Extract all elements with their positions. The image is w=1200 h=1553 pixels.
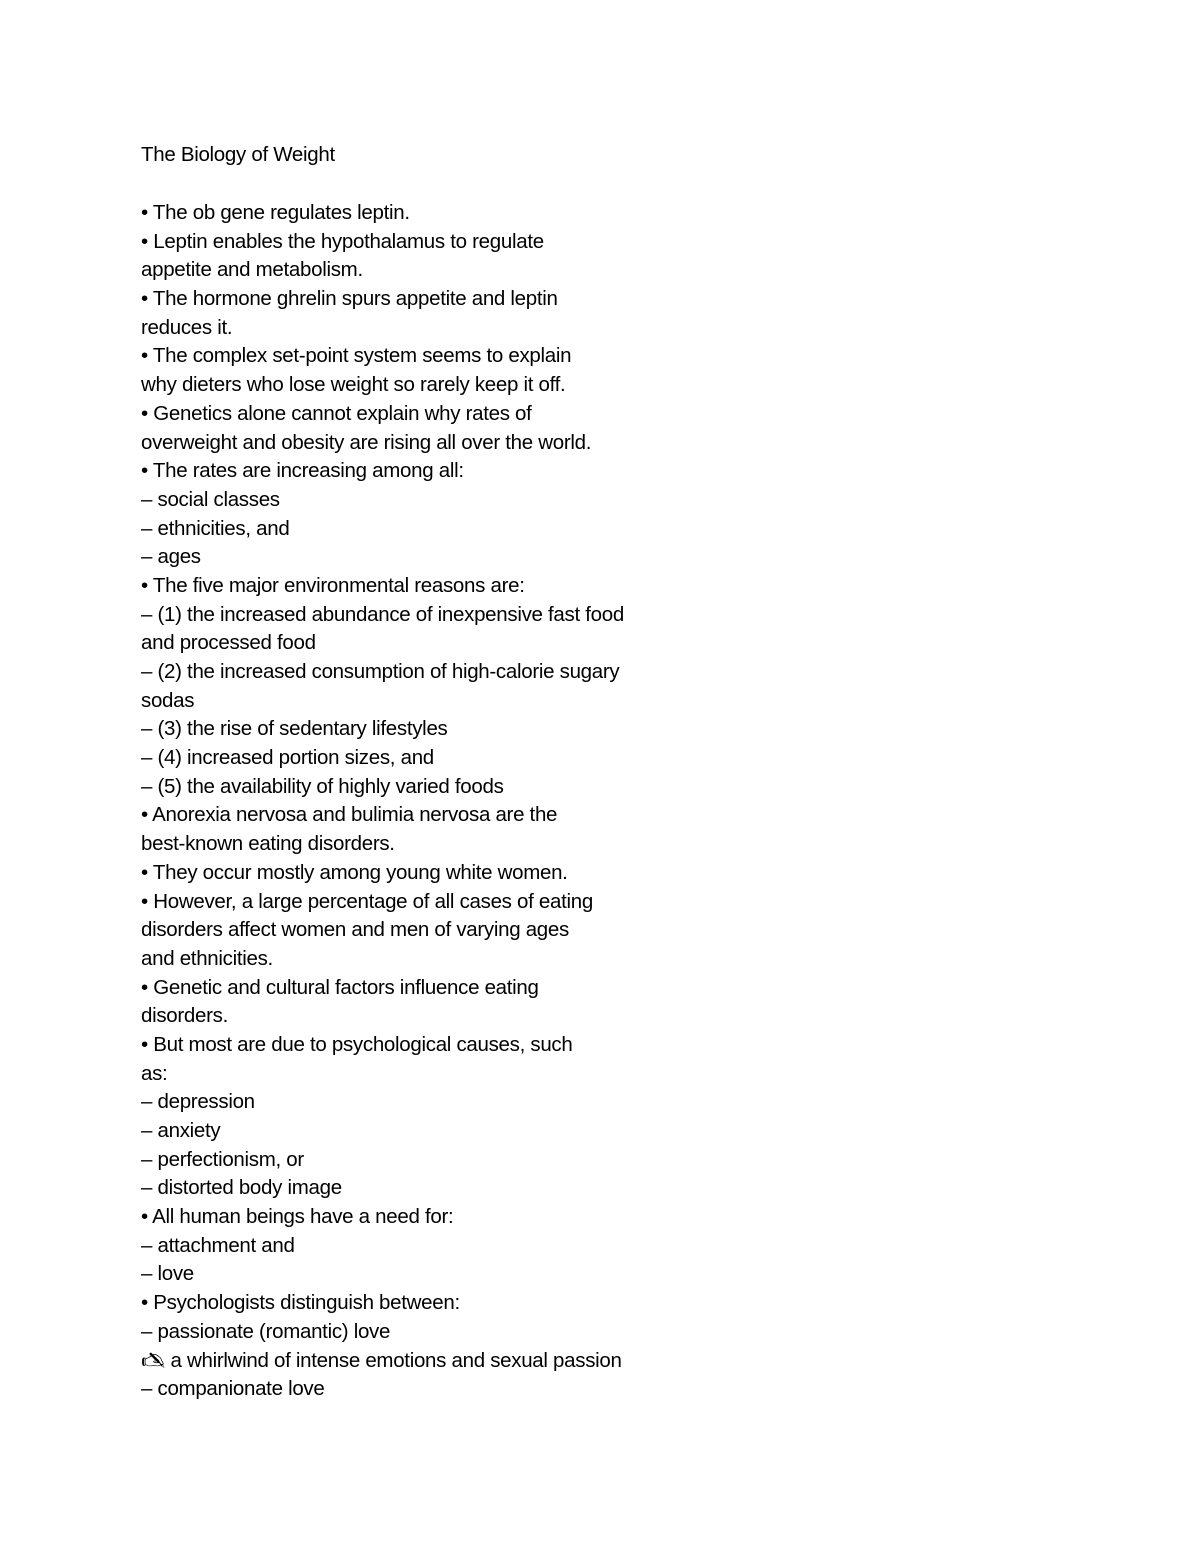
- text-line: • Leptin enables the hypothalamus to regulate: [141, 229, 544, 253]
- text-line: – (3) the rise of sedentary lifestyles: [141, 717, 448, 741]
- text-line: – love: [141, 1262, 194, 1286]
- text-line: as:: [141, 1061, 168, 1085]
- document-title: The Biology of Weight: [141, 143, 335, 166]
- text-line: – perfectionism, or: [141, 1147, 304, 1171]
- text-line: • Genetics alone cannot explain why rates of: [141, 401, 532, 425]
- text-line: – ages: [141, 545, 201, 569]
- text-line: • The rates are increasing among all:: [141, 459, 464, 483]
- text-line: • They occur mostly among young white women.: [141, 860, 568, 884]
- text-line: • Psychologists distinguish between:: [141, 1291, 460, 1315]
- text-line: – (5) the availability of highly varied foods: [141, 774, 504, 798]
- text-line: – ethnicities, and: [141, 516, 290, 540]
- document-body: [141, 199, 701, 1404]
- text-line: • All human beings have a need for:: [141, 1205, 454, 1229]
- text-line: • Anorexia nervosa and bulimia nervosa are the: [141, 803, 558, 827]
- text-line: sodas: [141, 688, 195, 712]
- text-line: 🖎 a whirlwind of intense emotions and sexual passion: [141, 1348, 622, 1372]
- text-line: – companionate love: [141, 1377, 325, 1401]
- text-line: • The ob gene regulates leptin.: [141, 201, 410, 224]
- text-line: disorders.: [141, 1004, 229, 1028]
- text-line: • But most are due to psychological causes, such: [141, 1032, 573, 1056]
- text-line: • The complex set-point system seems to explain: [141, 344, 572, 368]
- text-line: and ethnicities.: [141, 946, 273, 970]
- text-line: – (4) increased portion sizes, and: [141, 746, 434, 770]
- text-line: • Genetic and cultural factors influence eating: [141, 975, 539, 999]
- text-line: • The five major environmental reasons are:: [141, 573, 525, 597]
- text-line: and processed food: [141, 631, 316, 655]
- text-line: overweight and obesity are rising all over the world.: [141, 430, 592, 454]
- text-line: – (1) the increased abundance of inexpensive fast food: [141, 602, 624, 626]
- text-line: • The hormone ghrelin spurs appetite and leptin: [141, 287, 558, 311]
- text-line: – anxiety: [141, 1119, 221, 1142]
- text-line: best-known eating disorders.: [141, 832, 395, 856]
- text-line: disorders affect women and men of varying ages: [141, 918, 569, 942]
- text-line: – depression: [141, 1090, 255, 1114]
- text-line: – social classes: [141, 487, 280, 511]
- text-line: reduces it.: [141, 315, 233, 339]
- text-line: why dieters who lose weight so rarely keep it off.: [141, 373, 566, 397]
- text-line: – (2) the increased consumption of high-calorie sugary: [141, 660, 620, 683]
- text-line: – passionate (romantic) love: [141, 1319, 391, 1343]
- text-line: – distorted body image: [141, 1176, 342, 1200]
- text-line: • However, a large percentage of all cases of eating: [141, 889, 593, 913]
- text-line: – attachment and: [141, 1233, 295, 1257]
- text-line: appetite and metabolism.: [141, 258, 363, 282]
